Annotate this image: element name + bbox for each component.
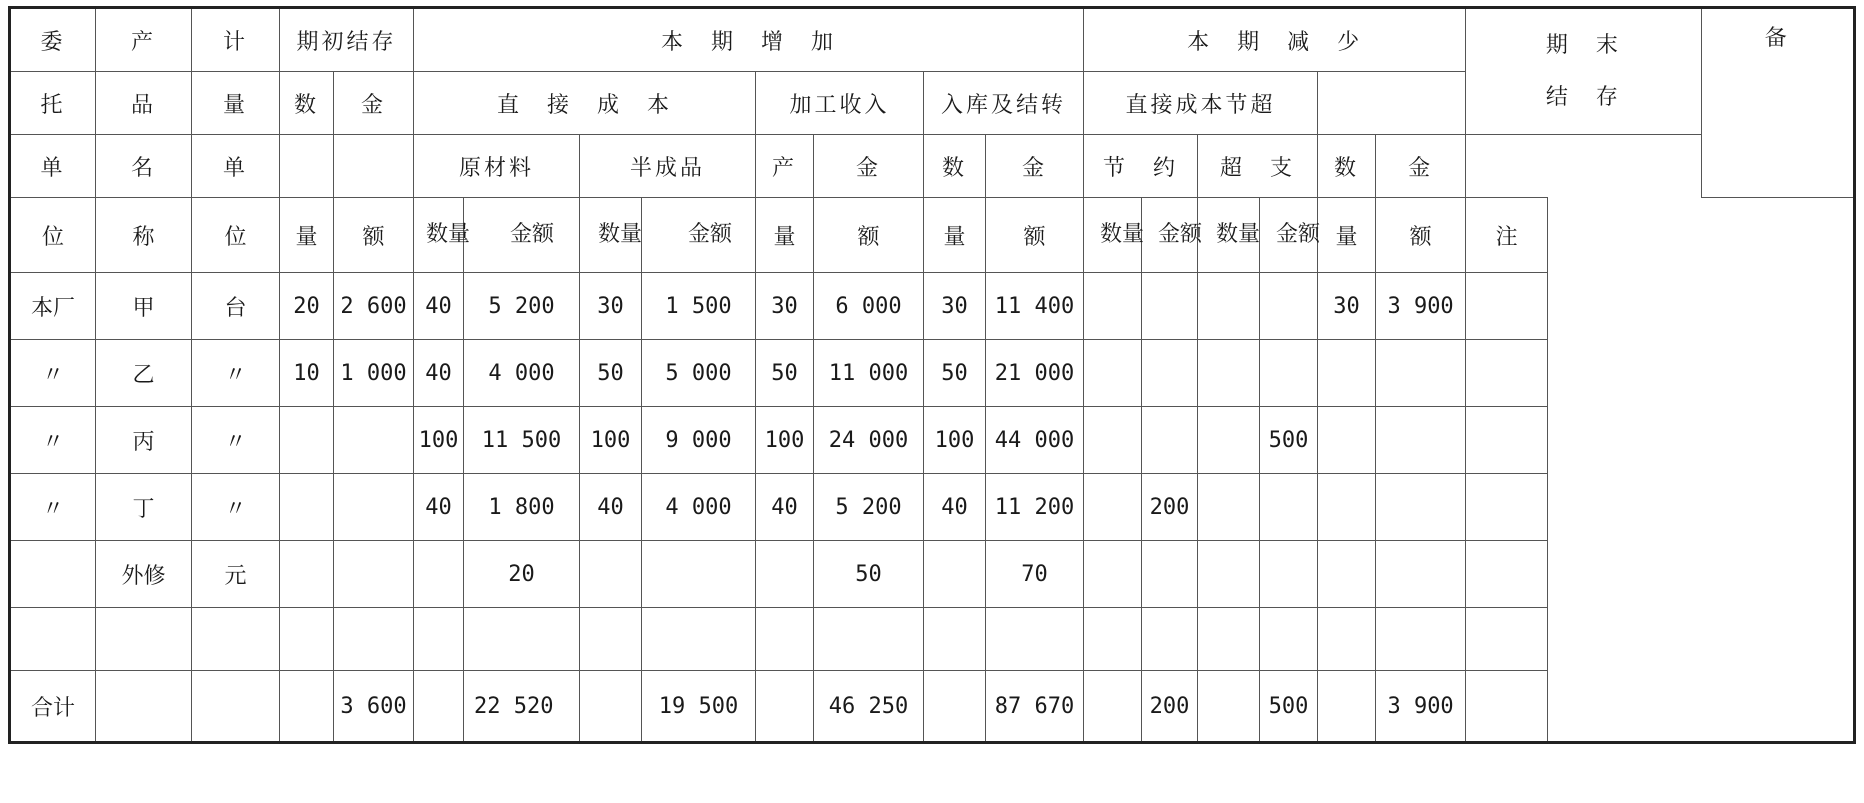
header-product-4: 称 — [96, 198, 192, 273]
cell-raw-qty: 40 — [414, 474, 464, 541]
table-row-blank — [10, 608, 1855, 671]
total-closing-amt: 3 900 — [1376, 671, 1466, 743]
header-transfer-qty-bottom: 量 — [924, 198, 986, 273]
total-semi-amt: 19 500 — [642, 671, 756, 743]
cell-raw-qty — [414, 541, 464, 608]
cell-blank — [814, 608, 924, 671]
cell-blank — [1318, 608, 1376, 671]
cell-blank — [986, 608, 1084, 671]
header-direct-cost: 直 接 成 本 — [414, 72, 756, 135]
cell-product: 丁 — [96, 474, 192, 541]
cell-proc-qty: 30 — [756, 273, 814, 340]
cell-blank — [642, 608, 756, 671]
total-empty — [1198, 671, 1260, 743]
header-product-1: 产 — [96, 8, 192, 72]
header-closing-qty-bottom: 量 — [1318, 198, 1376, 273]
cell-proc-amt: 11 000 — [814, 340, 924, 407]
cell-save-amt — [1142, 340, 1198, 407]
cell-blank — [1376, 608, 1466, 671]
header-measure-1: 计 — [192, 8, 280, 72]
cell-semi-amt: 9 000 — [642, 407, 756, 474]
cell-blank — [192, 608, 280, 671]
cell-product: 外修 — [96, 541, 192, 608]
cell-unit: 〃 — [10, 474, 96, 541]
cell-blank — [924, 608, 986, 671]
cell-over-qty — [1198, 340, 1260, 407]
cell-raw-qty: 100 — [414, 407, 464, 474]
cell-measure: 〃 — [192, 407, 280, 474]
header-transfer: 入库及结转 — [924, 72, 1084, 135]
cell-over-qty — [1198, 407, 1260, 474]
header-raw-amt: 金额 — [464, 198, 580, 273]
cell-semi-amt: 5 000 — [642, 340, 756, 407]
header-proc-qty-top: 产 — [756, 135, 814, 198]
cell-transfer-amt: 70 — [986, 541, 1084, 608]
cell-over-qty — [1198, 474, 1260, 541]
cell-remark — [1466, 541, 1548, 608]
header-over-qty: 数量 — [1198, 198, 1260, 273]
total-empty — [1466, 671, 1548, 743]
cell-save-qty — [1084, 407, 1142, 474]
header-raw: 原材料 — [414, 135, 580, 198]
cell-closing-qty: 30 — [1318, 273, 1376, 340]
cell-product: 丙 — [96, 407, 192, 474]
cell-blank — [10, 608, 96, 671]
cell-open-qty — [280, 541, 334, 608]
header-processing: 加工收入 — [756, 72, 924, 135]
cell-over-qty — [1198, 273, 1260, 340]
cell-blank — [96, 608, 192, 671]
cell-blank — [1142, 608, 1198, 671]
cell-open-amt — [334, 407, 414, 474]
header-save-qty: 数量 — [1084, 198, 1142, 273]
header-transfer-amt-top: 金 — [986, 135, 1084, 198]
cell-closing-amt: 3 900 — [1376, 273, 1466, 340]
header-semi-amt: 金额 — [642, 198, 756, 273]
cell-blank — [580, 608, 642, 671]
cell-closing-qty — [1318, 340, 1376, 407]
ledger-sheet — [8, 6, 1856, 790]
header-row-3 — [10, 135, 1855, 198]
cell-closing-amt — [1376, 340, 1466, 407]
cell-raw-amt: 4 000 — [464, 340, 580, 407]
header-row-4 — [10, 198, 1855, 273]
cell-raw-amt: 20 — [464, 541, 580, 608]
header-product-2: 品 — [96, 72, 192, 135]
table-row — [10, 273, 1855, 340]
total-empty — [924, 671, 986, 743]
cell-semi-qty: 50 — [580, 340, 642, 407]
cell-semi-amt — [642, 541, 756, 608]
header-opening-amt-gap — [334, 135, 414, 198]
header-closing-amt-bottom: 额 — [1376, 198, 1466, 273]
cell-transfer-qty: 50 — [924, 340, 986, 407]
header-opening-amt-top: 金 — [334, 72, 414, 135]
cell-semi-amt: 4 000 — [642, 474, 756, 541]
cell-unit: 本厂 — [10, 273, 96, 340]
header-opening-title: 期初结存 — [280, 8, 414, 72]
header-measure-4: 位 — [192, 198, 280, 273]
total-open-amt: 3 600 — [334, 671, 414, 743]
header-proc-qty-bottom: 量 — [756, 198, 814, 273]
header-decrease-title: 本 期 减 少 — [1084, 8, 1466, 72]
header-variance: 直接成本节超 — [1084, 72, 1318, 135]
header-remark-bottom: 注 — [1466, 198, 1548, 273]
cell-remark — [1466, 474, 1548, 541]
header-closing-title — [1466, 8, 1701, 135]
total-label: 合计 — [10, 671, 96, 743]
total-over-amt: 500 — [1260, 671, 1318, 743]
cell-closing-qty — [1318, 541, 1376, 608]
cell-open-amt — [334, 474, 414, 541]
cell-closing-qty — [1318, 474, 1376, 541]
table-row — [10, 340, 1855, 407]
table-row — [10, 474, 1855, 541]
cell-remark — [1466, 407, 1548, 474]
cell-closing-qty — [1318, 407, 1376, 474]
cell-transfer-qty: 30 — [924, 273, 986, 340]
cell-transfer-qty — [924, 541, 986, 608]
header-unit-4: 位 — [10, 198, 96, 273]
cell-transfer-amt: 11 200 — [986, 474, 1084, 541]
cell-blank — [1466, 608, 1548, 671]
cell-proc-amt: 24 000 — [814, 407, 924, 474]
header-raw-qty: 数量 — [414, 198, 464, 273]
total-empty — [580, 671, 642, 743]
cell-over-amt — [1260, 474, 1318, 541]
cell-open-qty — [280, 407, 334, 474]
header-opening-qty-bottom: 量 — [280, 198, 334, 273]
cell-closing-amt — [1376, 407, 1466, 474]
cell-save-qty — [1084, 340, 1142, 407]
cell-product: 乙 — [96, 340, 192, 407]
cell-semi-qty: 100 — [580, 407, 642, 474]
cell-open-amt — [334, 541, 414, 608]
closing-title-top: 期 末 — [1545, 32, 1621, 58]
total-empty — [414, 671, 464, 743]
cell-unit: 〃 — [10, 340, 96, 407]
total-empty — [1318, 671, 1376, 743]
header-proc-amt-top: 金 — [814, 135, 924, 198]
cell-transfer-amt: 44 000 — [986, 407, 1084, 474]
total-empty — [756, 671, 814, 743]
cell-transfer-amt: 11 400 — [986, 273, 1084, 340]
cell-open-qty: 10 — [280, 340, 334, 407]
cell-save-amt — [1142, 273, 1198, 340]
total-empty — [1084, 671, 1142, 743]
total-empty — [280, 671, 334, 743]
cell-product: 甲 — [96, 273, 192, 340]
cell-closing-amt — [1376, 541, 1466, 608]
cell-save-qty — [1084, 273, 1142, 340]
cell-raw-qty: 40 — [414, 340, 464, 407]
header-unit-3: 单 — [10, 135, 96, 198]
cell-open-amt: 2 600 — [334, 273, 414, 340]
cell-raw-qty: 40 — [414, 273, 464, 340]
cell-closing-amt — [1376, 474, 1466, 541]
cell-over-amt: 500 — [1260, 407, 1318, 474]
total-empty — [96, 671, 192, 743]
cell-remark — [1466, 273, 1548, 340]
table-row — [10, 407, 1855, 474]
cell-raw-amt: 1 800 — [464, 474, 580, 541]
cell-measure: 台 — [192, 273, 280, 340]
cell-measure: 〃 — [192, 474, 280, 541]
header-unit-1: 委 — [10, 8, 96, 72]
cell-over-amt — [1260, 541, 1318, 608]
header-measure-3: 单 — [192, 135, 280, 198]
header-remark-top: 备 — [1701, 8, 1854, 198]
total-row — [10, 671, 1855, 743]
cell-semi-qty: 40 — [580, 474, 642, 541]
cell-open-qty — [280, 474, 334, 541]
cell-proc-qty: 40 — [756, 474, 814, 541]
total-proc-amt: 46 250 — [814, 671, 924, 743]
cell-measure: 元 — [192, 541, 280, 608]
header-opening-qty-top: 数 — [280, 72, 334, 135]
header-row-1 — [10, 8, 1855, 72]
cell-save-amt: 200 — [1142, 474, 1198, 541]
cell-save-amt — [1142, 541, 1198, 608]
ledger-table — [8, 6, 1856, 744]
cell-unit: 〃 — [10, 407, 96, 474]
header-save: 节 约 — [1084, 135, 1198, 198]
header-opening-amt-bottom: 额 — [334, 198, 414, 273]
header-closing-amt-top: 金 — [1376, 135, 1466, 198]
header-opening-qty-gap — [280, 135, 334, 198]
cell-save-qty — [1084, 541, 1142, 608]
header-proc-amt-bottom: 额 — [814, 198, 924, 273]
cell-blank — [334, 608, 414, 671]
header-save-amt: 金额 — [1142, 198, 1198, 273]
cell-over-amt — [1260, 340, 1318, 407]
cell-semi-amt: 1 500 — [642, 273, 756, 340]
header-transfer-qty-top: 数 — [924, 135, 986, 198]
cell-blank — [1084, 608, 1142, 671]
total-save-amt: 200 — [1142, 671, 1198, 743]
cell-proc-qty: 50 — [756, 340, 814, 407]
cell-semi-qty — [580, 541, 642, 608]
header-over: 超 支 — [1198, 135, 1318, 198]
cell-blank — [414, 608, 464, 671]
cell-measure: 〃 — [192, 340, 280, 407]
header-unit-2: 托 — [10, 72, 96, 135]
cell-over-amt — [1260, 273, 1318, 340]
cell-save-qty — [1084, 474, 1142, 541]
cell-blank — [280, 608, 334, 671]
cell-proc-qty: 100 — [756, 407, 814, 474]
total-raw-amt: 22 520 — [464, 671, 580, 743]
header-increase-title: 本 期 增 加 — [414, 8, 1084, 72]
cell-raw-amt: 11 500 — [464, 407, 580, 474]
cell-proc-amt: 6 000 — [814, 273, 924, 340]
cell-remark — [1466, 340, 1548, 407]
header-closing-qty-top: 数 — [1318, 135, 1376, 198]
cell-transfer-qty: 100 — [924, 407, 986, 474]
cell-proc-amt: 50 — [814, 541, 924, 608]
cell-open-qty: 20 — [280, 273, 334, 340]
header-over-amt: 金额 — [1260, 198, 1318, 273]
cell-semi-qty: 30 — [580, 273, 642, 340]
header-semi: 半成品 — [580, 135, 756, 198]
cell-unit — [10, 541, 96, 608]
table-row — [10, 541, 1855, 608]
cell-save-amt — [1142, 407, 1198, 474]
cell-blank — [756, 608, 814, 671]
cell-transfer-amt: 21 000 — [986, 340, 1084, 407]
cell-raw-amt: 5 200 — [464, 273, 580, 340]
header-transfer-amt-bottom: 额 — [986, 198, 1084, 273]
cell-transfer-qty: 40 — [924, 474, 986, 541]
total-transfer-amt: 87 670 — [986, 671, 1084, 743]
header-measure-2: 量 — [192, 72, 280, 135]
cell-proc-amt: 5 200 — [814, 474, 924, 541]
header-semi-qty: 数量 — [580, 198, 642, 273]
closing-title-bottom: 结 存 — [1545, 84, 1621, 110]
cell-open-amt: 1 000 — [334, 340, 414, 407]
cell-blank — [464, 608, 580, 671]
header-product-3: 名 — [96, 135, 192, 198]
total-empty — [192, 671, 280, 743]
cell-over-qty — [1198, 541, 1260, 608]
cell-blank — [1260, 608, 1318, 671]
cell-proc-qty — [756, 541, 814, 608]
cell-blank — [1198, 608, 1260, 671]
